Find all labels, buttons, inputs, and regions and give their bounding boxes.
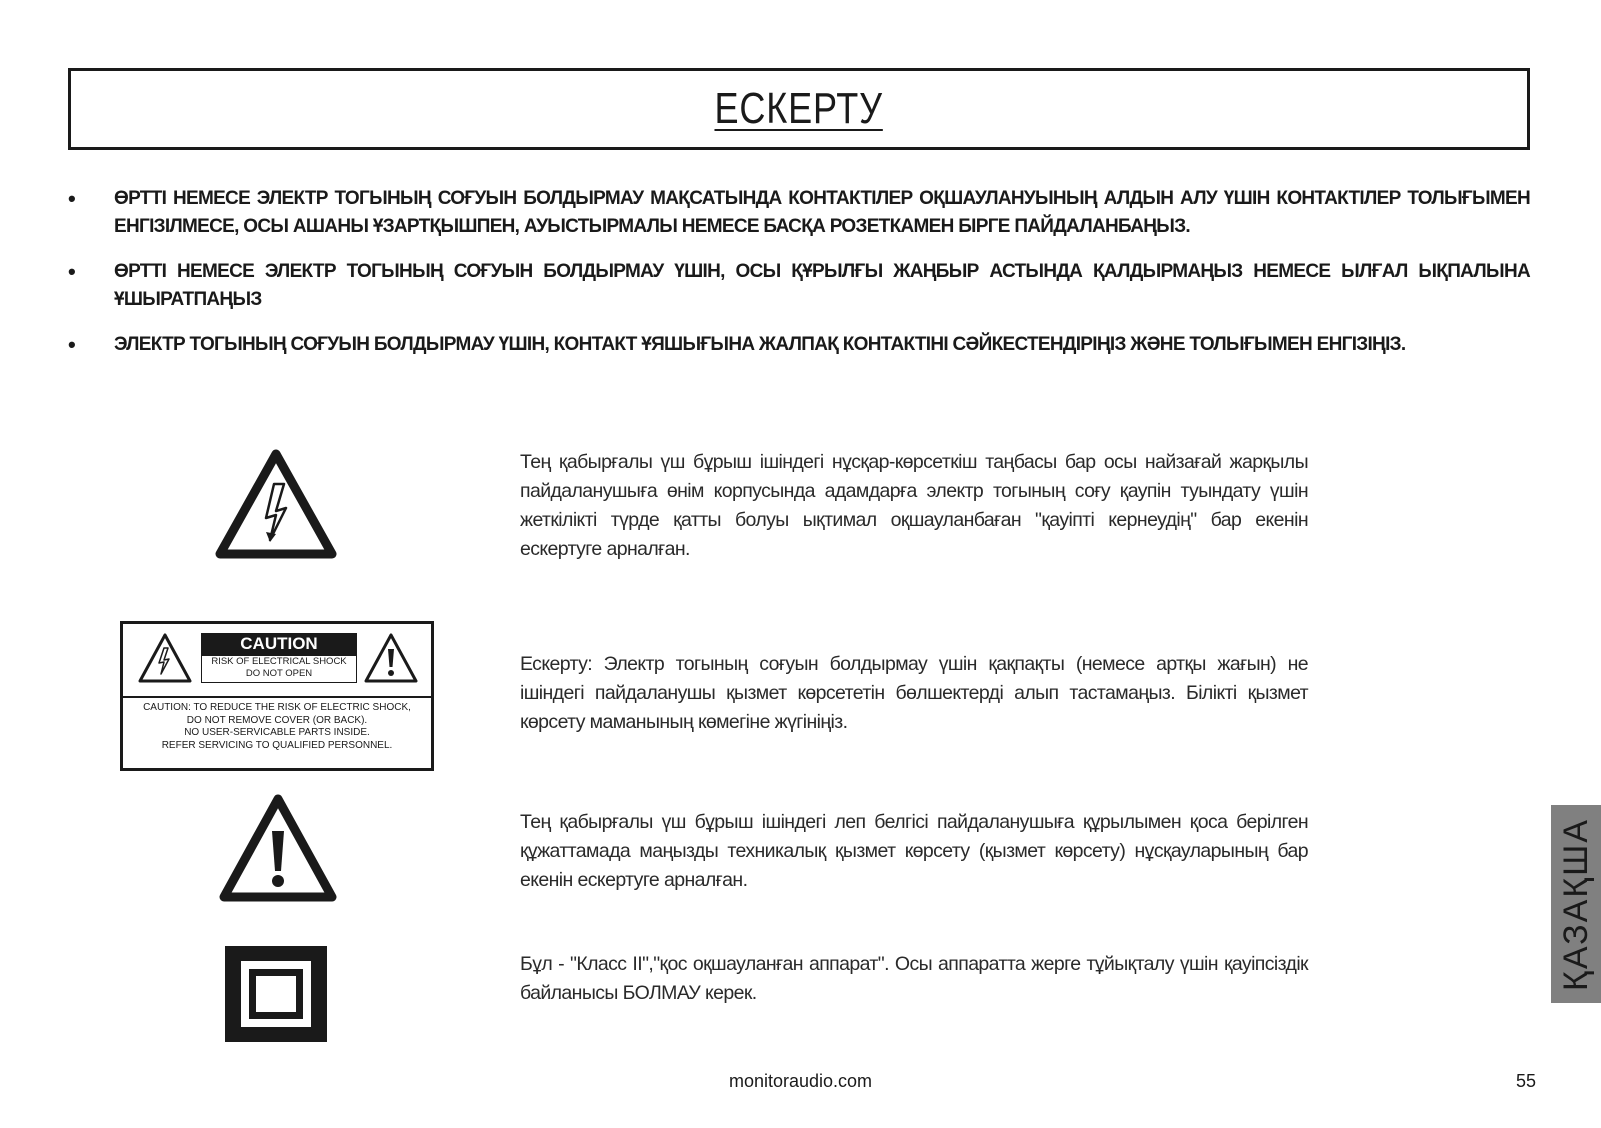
bullet-marker: •: [68, 332, 76, 357]
caution-subtitle-line: DO NOT OPEN: [245, 668, 313, 679]
class-ii-double-square-icon: [225, 946, 327, 1042]
caution-label-top: [123, 624, 431, 698]
warning-list: [68, 185, 1530, 376]
warning-text: ӨРТТІ НЕМЕСЕ ЭЛЕКТР ТОГЫНЫҢ СОҒУЫН БОЛДЫРМАУ ҮШІН, ОСЫ ҚҰРЫЛҒЫ ЖАҢБЫР АСТЫНДА ҚАЛДЫРМАҢЫЗ НЕМЕСЕ ЫЛҒАЛ ЫҚПАЛЫНА ҰШЫРАТПАҢЫЗ: [114, 261, 1530, 310]
symbol-description: Ескерту: Электр тогының соғуын болдырмау үшін қақпақты (немесе артқы жағын) не ішіндегі пайдаланушы қызмет көрсететін бөлшектерді алып тастамаңыз. Білікті қызмет көрсету маманының көмегіне жүгініңіз.: [520, 653, 1308, 733]
caution-heading: CAUTION: [201, 633, 357, 655]
lightning-triangle-icon: [214, 448, 338, 560]
warning-item: [68, 185, 1530, 241]
symbol-description: Бұл - "Класс II","қос оқшауланған аппарат". Осы аппаратта жерге тұйықталу үшін қауіпсіздік байланысы БОЛМАУ керек.: [520, 953, 1308, 1004]
caution-body-line: NO USER-SERVICABLE PARTS INSIDE.: [184, 727, 370, 738]
language-tab: [1551, 805, 1601, 1003]
language-label: ҚАЗАҚША: [1556, 817, 1595, 991]
caution-label-icon: [120, 621, 434, 771]
title-box: [68, 68, 1530, 150]
caution-subtitle-box: [201, 655, 357, 683]
caution-body-line: REFER SERVICING TO QUALIFIED PERSONNEL.: [161, 739, 393, 751]
warning-text: ӨРТТІ НЕМЕСЕ ЭЛЕКТР ТОГЫНЫҢ СОҒУЫН БОЛДЫРМАУ МАҚСАТЫНДА КОНТАКТІЛЕР ОҚШАУЛАНУЫНЫҢ АЛДЫН АЛУ ҮШІН КОНТАКТІЛЕР ТОЛЫҒЫМЕН ЕНГІЗІЛМЕСЕ, ОСЫ АШАНЫ ҰЗАРТҚЫШПЕН, АУЫСТЫРМАЛЫ НЕМЕСЕ БАСҚА РОЗЕТКАМЕН БІРГЕ ПАЙДАЛАНБАҢЫЗ.: [114, 188, 1530, 237]
symbol-description: Тең қабырғалы үш бұрыш ішіндегі леп белгісі пайдаланушыға құрылымен қоса берілген құжаттамада маңызды техникалық қызмет көрсету (қызмет көрсету) нұсқауларының бар екенін ескертуге арналған.: [520, 811, 1308, 891]
exclamation-triangle-icon: [218, 793, 338, 903]
warning-item: [68, 331, 1530, 359]
page-title: ЕСКЕРТУ: [714, 84, 884, 133]
warning-item: [68, 258, 1530, 314]
bullet-marker: •: [68, 259, 76, 284]
footer-url: monitoraudio.com: [728, 1071, 873, 1091]
symbol-description: Тең қабырғалы үш бұрыш ішіндегі нұсқар-көрсеткіш таңбасы бар осы найзағай жарқылы пайдаланушыға өнім корпусында адамдарға электр тогының соғу қаупін туындату үшін жеткілікті түрде қатты болуы ықтимал оқшауланбаған "қауіпті кернеудің" бар екенін ескертуге арналған.: [520, 451, 1308, 560]
page-number: 55: [1515, 1071, 1536, 1091]
warning-text: ЭЛЕКТР ТОГЫНЫҢ СОҒУЫН БОЛДЫРМАУ ҮШІН, КОНТАКТ ҰЯШЫҒЫНА ЖАЛПАҚ КОНТАКТІНІ СӘЙКЕСТЕНДІРІҢІЗ ЖӘНЕ ТОЛЫҒЫМЕН ЕНГІЗІҢІЗ.: [114, 334, 1406, 355]
caution-label-body: [123, 702, 431, 752]
bullet-marker: •: [68, 186, 76, 211]
caution-body-line: CAUTION: TO REDUCE THE RISK OF ELECTRIC SHOCK,: [143, 702, 411, 713]
caution-subtitle-line: RISK OF ELECTRICAL SHOCK: [211, 656, 347, 667]
caution-body-line: DO NOT REMOVE COVER (OR BACK).: [186, 714, 368, 726]
exclamation-triangle-icon: [363, 632, 419, 684]
lightning-triangle-icon: [137, 632, 193, 684]
